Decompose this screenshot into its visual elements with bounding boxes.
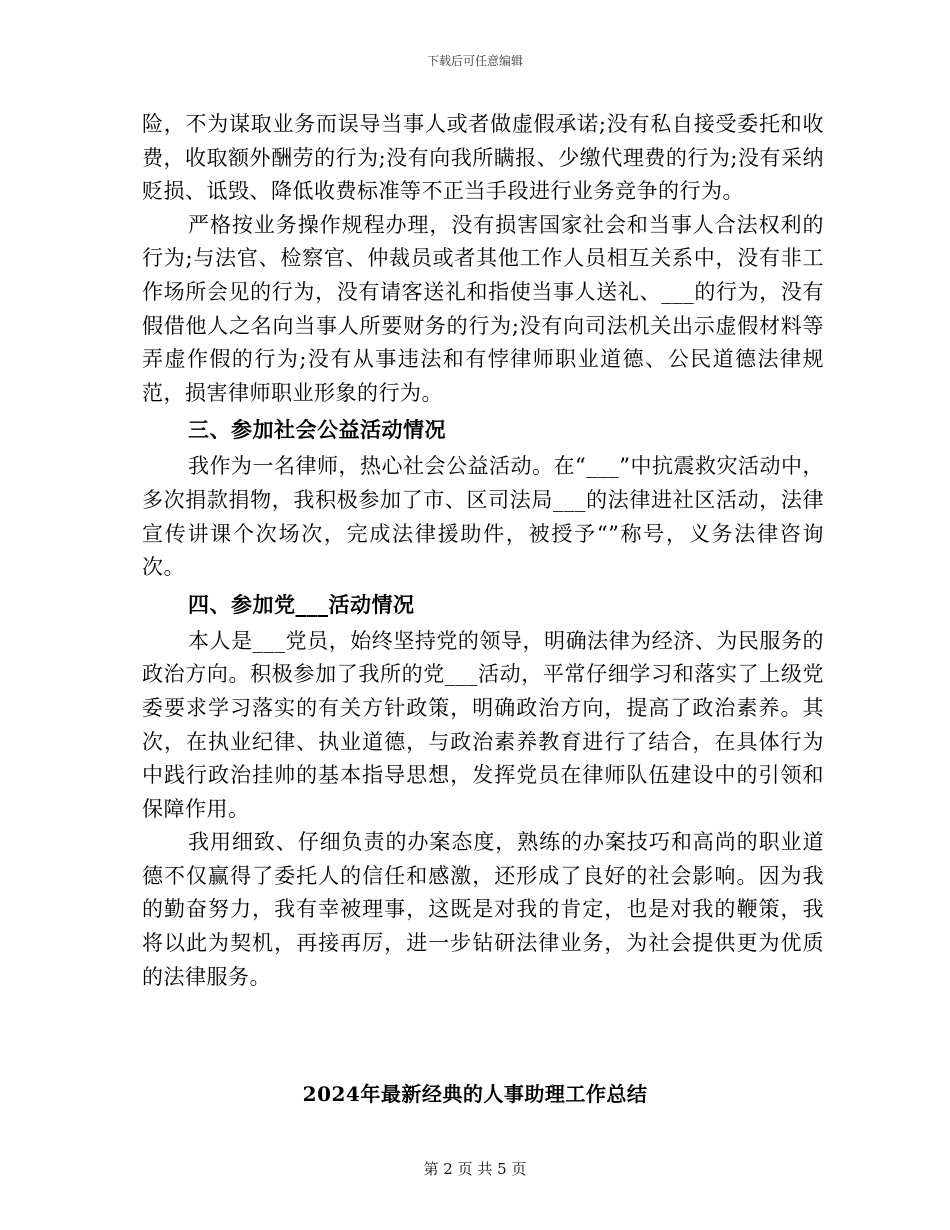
document-body [142, 108, 824, 994]
paragraph-3: 我作为一名律师，热心社会公益活动。在“___”中抗震救灾活动中，多次捐款捐物，我积极参加了市、区司法局___的法律进社区活动，法律宣传讲课个次场次，完成法律援助件，被授予“”称号，义务法律咨询次。 [142, 454, 824, 580]
section-heading-3: 三、参加社会公益活动情况 [188, 417, 446, 443]
paragraph-2: 严格按业务操作规程办理，没有损害国家社会和当事人合法权利的行为;与法官、检察官、仲裁员或者其他工作人员相互关系中，没有非工作场所会见的行为，没有请客送礼和指使当事人送礼、___的行为，没有假借他人之名向当事人所要财务的行为;没有向司法机关出示虚假材料等弄虚作假的行为;没有从事违法和有悖律师职业道德、公民道德法律规范，损害律师职业形象的行为。 [142, 212, 824, 405]
document-title: 2024年最新经典的人事助理工作总结 [302, 1082, 648, 1106]
paragraph-5: 我用细致、仔细负责的办案态度，熟练的办案技巧和高尚的职业道德不仅赢得了委托人的信任和感激，还形成了良好的社会影响。因为我的勤奋努力，我有幸被理事，这既是对我的肯定，也是对我的鞭策，我将以此为契机，再接再厉，进一步钻研法律业务，为社会提供更为优质的法律服务。 [142, 830, 824, 989]
page-header: 下载后可任意编辑 [426, 54, 523, 68]
section-heading-4: 四、参加党___活动情况 [188, 591, 415, 617]
paragraph-1: 险，不为谋取业务而误导当事人或者做虚假承诺;没有私自接受委托和收费，收取额外酬劳的行为;没有向我所瞒报、少缴代理费的行为;没有采纳贬损、诋毁、降低收费标准等不正当手段进行业务竞争的行为。 [142, 112, 824, 204]
page-footer: 第 2 页 共 5 页 [423, 1160, 527, 1178]
paragraph-4: 本人是___党员，始终坚持党的领导，明确法律为经济、为民服务的政治方向。积极参加了我所的党___活动，平常仔细学习和落实了上级党委要求学习落实的有关方针政策，明确政治方向，提高了政治素养。其次，在执业纪律、执业道德，与政治素养教育进行了结合，在具体行为中践行政治挂帅的基本指导思想，发挥党员在律师队伍建设中的引领和保障作用。 [142, 628, 824, 821]
